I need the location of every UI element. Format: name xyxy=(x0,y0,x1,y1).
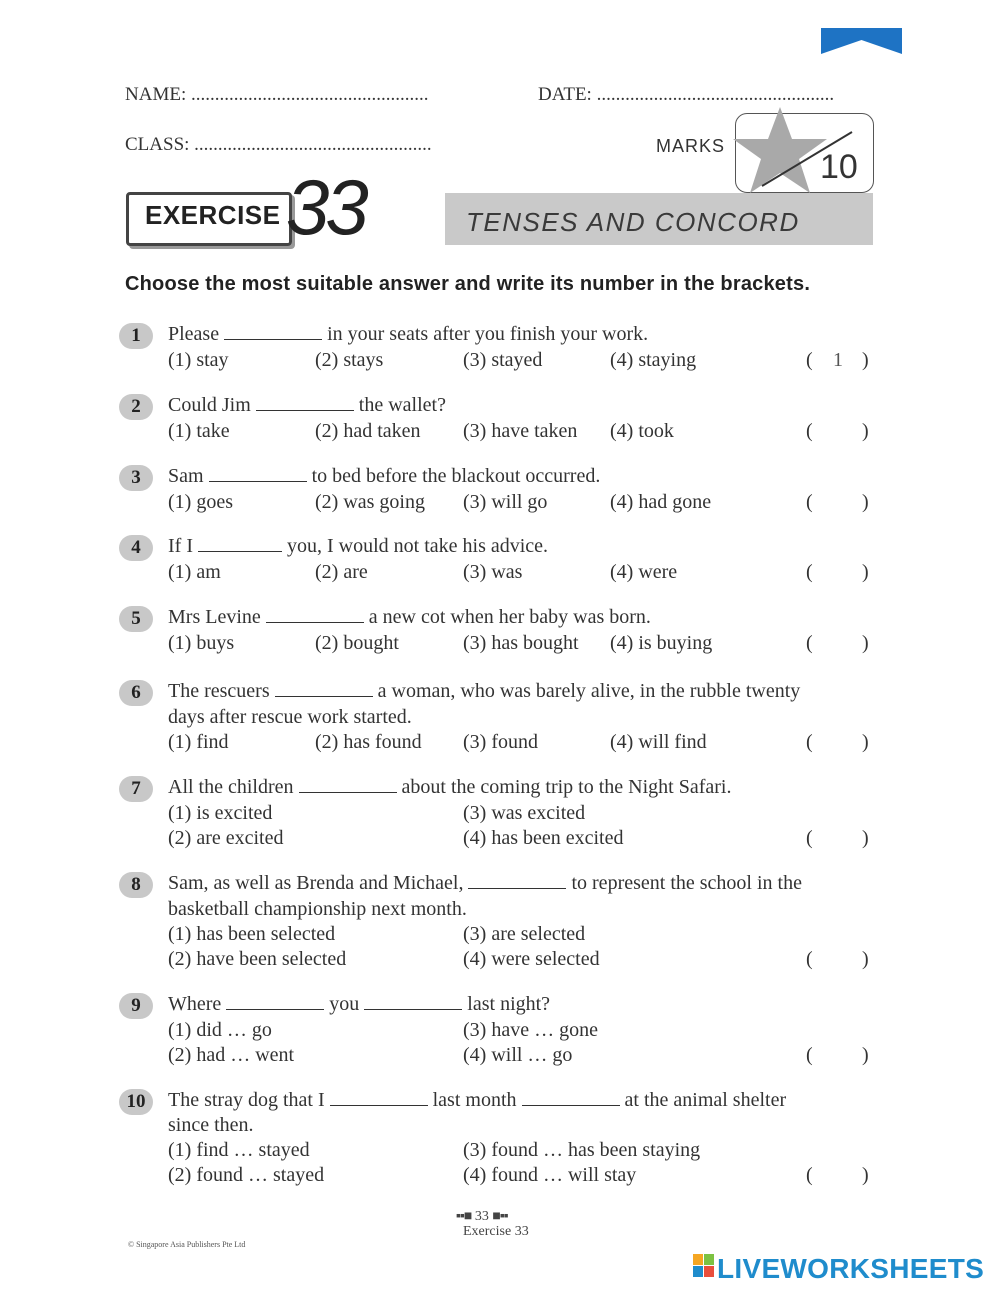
option[interactable]: (4) will find xyxy=(610,731,707,753)
answer-blank[interactable] xyxy=(522,1091,620,1106)
answer-input[interactable]: 1 xyxy=(833,349,843,371)
question-text: Mrs Levine a new cot when her baby was born. xyxy=(168,606,651,628)
question-text: All the children about the coming trip to the Night Safari. xyxy=(168,776,732,798)
question-number: 8 xyxy=(119,872,153,898)
answer-blank[interactable] xyxy=(198,537,282,552)
option[interactable]: (4) staying xyxy=(610,349,697,371)
answer-bracket-close: ) xyxy=(862,948,869,970)
option[interactable]: (3) will go xyxy=(463,491,548,513)
question-text: Sam, as well as Brenda and Michael, to represent the school in the xyxy=(168,872,802,894)
option[interactable]: (1) goes xyxy=(168,491,233,513)
page-number: ▪▪■ 33 ■▪▪ xyxy=(456,1209,508,1224)
topic-title: TENSES AND CONCORD xyxy=(466,207,800,237)
name-field-label: NAME: .................................................. xyxy=(125,84,429,105)
option[interactable]: (2) bought xyxy=(315,632,399,654)
option[interactable]: (4) will … go xyxy=(463,1044,573,1066)
question-number: 4 xyxy=(119,535,153,561)
answer-blank[interactable] xyxy=(209,467,307,482)
option[interactable]: (3) was xyxy=(463,561,523,583)
answer-bracket-close: ) xyxy=(862,1164,869,1186)
question-number: 10 xyxy=(119,1089,153,1115)
option[interactable]: (4) took xyxy=(610,420,674,442)
option[interactable]: (1) did … go xyxy=(168,1019,272,1041)
copyright: © Singapore Asia Publishers Pte Ltd xyxy=(128,1240,246,1249)
answer-bracket-open: ( xyxy=(806,1044,813,1066)
question-text: The stray dog that I last month at the animal shelter xyxy=(168,1089,787,1111)
answer-bracket-open: ( xyxy=(806,948,813,970)
option[interactable]: (2) was going xyxy=(315,491,425,513)
answer-bracket-open: ( xyxy=(806,1164,813,1186)
answer-blank[interactable] xyxy=(468,874,566,889)
option[interactable]: (3) was excited xyxy=(463,802,586,824)
option[interactable]: (3) are selected xyxy=(463,923,586,945)
question-number: 6 xyxy=(119,680,153,706)
option[interactable]: (2) found … stayed xyxy=(168,1164,325,1186)
answer-bracket-open: ( xyxy=(806,731,813,753)
option[interactable]: (4) had gone xyxy=(610,491,712,513)
answer-blank[interactable] xyxy=(224,325,322,340)
answer-blank[interactable] xyxy=(330,1091,428,1106)
option[interactable]: (4) has been excited xyxy=(463,827,624,849)
option[interactable]: (4) were selected xyxy=(463,948,600,970)
option[interactable]: (2) had … went xyxy=(168,1044,295,1066)
question-number: 7 xyxy=(119,776,153,802)
answer-bracket-close: ) xyxy=(862,561,869,583)
question-number: 1 xyxy=(119,323,153,349)
option[interactable]: (4) were xyxy=(610,561,678,583)
option[interactable]: (3) found … has been staying xyxy=(463,1139,701,1161)
option[interactable]: (4) found … will stay xyxy=(463,1164,637,1186)
answer-bracket-open: ( xyxy=(806,827,813,849)
marks-label: MARKS xyxy=(656,136,726,156)
question-text: If I you, I would not take his advice. xyxy=(168,535,549,557)
exercise-number: 33 xyxy=(286,163,365,251)
answer-blank[interactable] xyxy=(299,778,397,793)
bookmark-icon[interactable] xyxy=(821,28,902,54)
option[interactable]: (2) has found xyxy=(315,731,422,753)
answer-blank[interactable] xyxy=(275,682,373,697)
answer-blank[interactable] xyxy=(256,396,354,411)
answer-blank[interactable] xyxy=(266,608,364,623)
answer-bracket-close: ) xyxy=(862,827,869,849)
question-text-line2: since then. xyxy=(168,1114,254,1136)
answer-bracket-open: ( xyxy=(806,491,813,513)
option[interactable]: (3) have … gone xyxy=(463,1019,598,1041)
answer-blank[interactable] xyxy=(226,995,324,1010)
instructions: Choose the most suitable answer and write its number in the brackets. xyxy=(125,273,811,295)
answer-bracket-open: ( xyxy=(806,561,813,583)
answer-bracket-close: ) xyxy=(862,491,869,513)
option[interactable]: (3) found xyxy=(463,731,538,753)
answer-bracket-close: ) xyxy=(862,349,869,371)
question-number: 3 xyxy=(119,465,153,491)
option[interactable]: (1) stay xyxy=(168,349,229,371)
answer-bracket-open: ( xyxy=(806,349,813,371)
marks-total: 10 xyxy=(820,148,858,186)
option[interactable]: (1) take xyxy=(168,420,230,442)
option[interactable]: (1) buys xyxy=(168,632,235,654)
option[interactable]: (3) have taken xyxy=(463,420,578,442)
page-label: Exercise 33 xyxy=(463,1224,529,1239)
option[interactable]: (1) find … stayed xyxy=(168,1139,310,1161)
option[interactable]: (1) find xyxy=(168,731,229,753)
class-field-label: CLASS: .................................................. xyxy=(125,134,432,155)
answer-bracket-close: ) xyxy=(862,632,869,654)
question-text-line2: days after rescue work started. xyxy=(168,706,412,728)
question-number: 5 xyxy=(119,606,153,632)
answer-bracket-open: ( xyxy=(806,420,813,442)
option[interactable]: (2) are excited xyxy=(168,827,284,849)
option[interactable]: (1) has been selected xyxy=(168,923,336,945)
answer-bracket-close: ) xyxy=(862,1044,869,1066)
option[interactable]: (2) have been selected xyxy=(168,948,347,970)
option[interactable]: (1) is excited xyxy=(168,802,273,824)
liveworksheets-brand[interactable]: LIVEWORKSHEETS xyxy=(717,1253,985,1284)
option[interactable]: (1) am xyxy=(168,561,221,583)
answer-bracket-close: ) xyxy=(862,420,869,442)
question-text-line2: basketball championship next month. xyxy=(168,898,467,920)
question-text: The rescuers a woman, who was barely alive, in the rubble twenty xyxy=(168,680,801,702)
answer-bracket-open: ( xyxy=(806,632,813,654)
liveworksheets-logo-icon xyxy=(693,1254,715,1278)
exercise-word: EXERCISE xyxy=(145,200,281,230)
question-text: Could Jim the wallet? xyxy=(168,394,446,416)
option[interactable]: (2) stays xyxy=(315,349,384,371)
option[interactable]: (2) had taken xyxy=(315,420,421,442)
option[interactable]: (3) has bought xyxy=(463,632,579,654)
option[interactable]: (3) stayed xyxy=(463,349,543,371)
date-field-label: DATE: .................................................. xyxy=(538,84,835,105)
option[interactable]: (2) are xyxy=(315,561,368,583)
question-number: 9 xyxy=(119,993,153,1019)
question-number: 2 xyxy=(119,394,153,420)
question-text: Sam to bed before the blackout occurred. xyxy=(168,465,601,487)
question-text: Please in your seats after you finish your work. xyxy=(168,323,649,345)
option[interactable]: (4) is buying xyxy=(610,632,713,654)
question-text: Where you last night? xyxy=(168,993,551,1015)
answer-blank[interactable] xyxy=(364,995,462,1010)
answer-bracket-close: ) xyxy=(862,731,869,753)
